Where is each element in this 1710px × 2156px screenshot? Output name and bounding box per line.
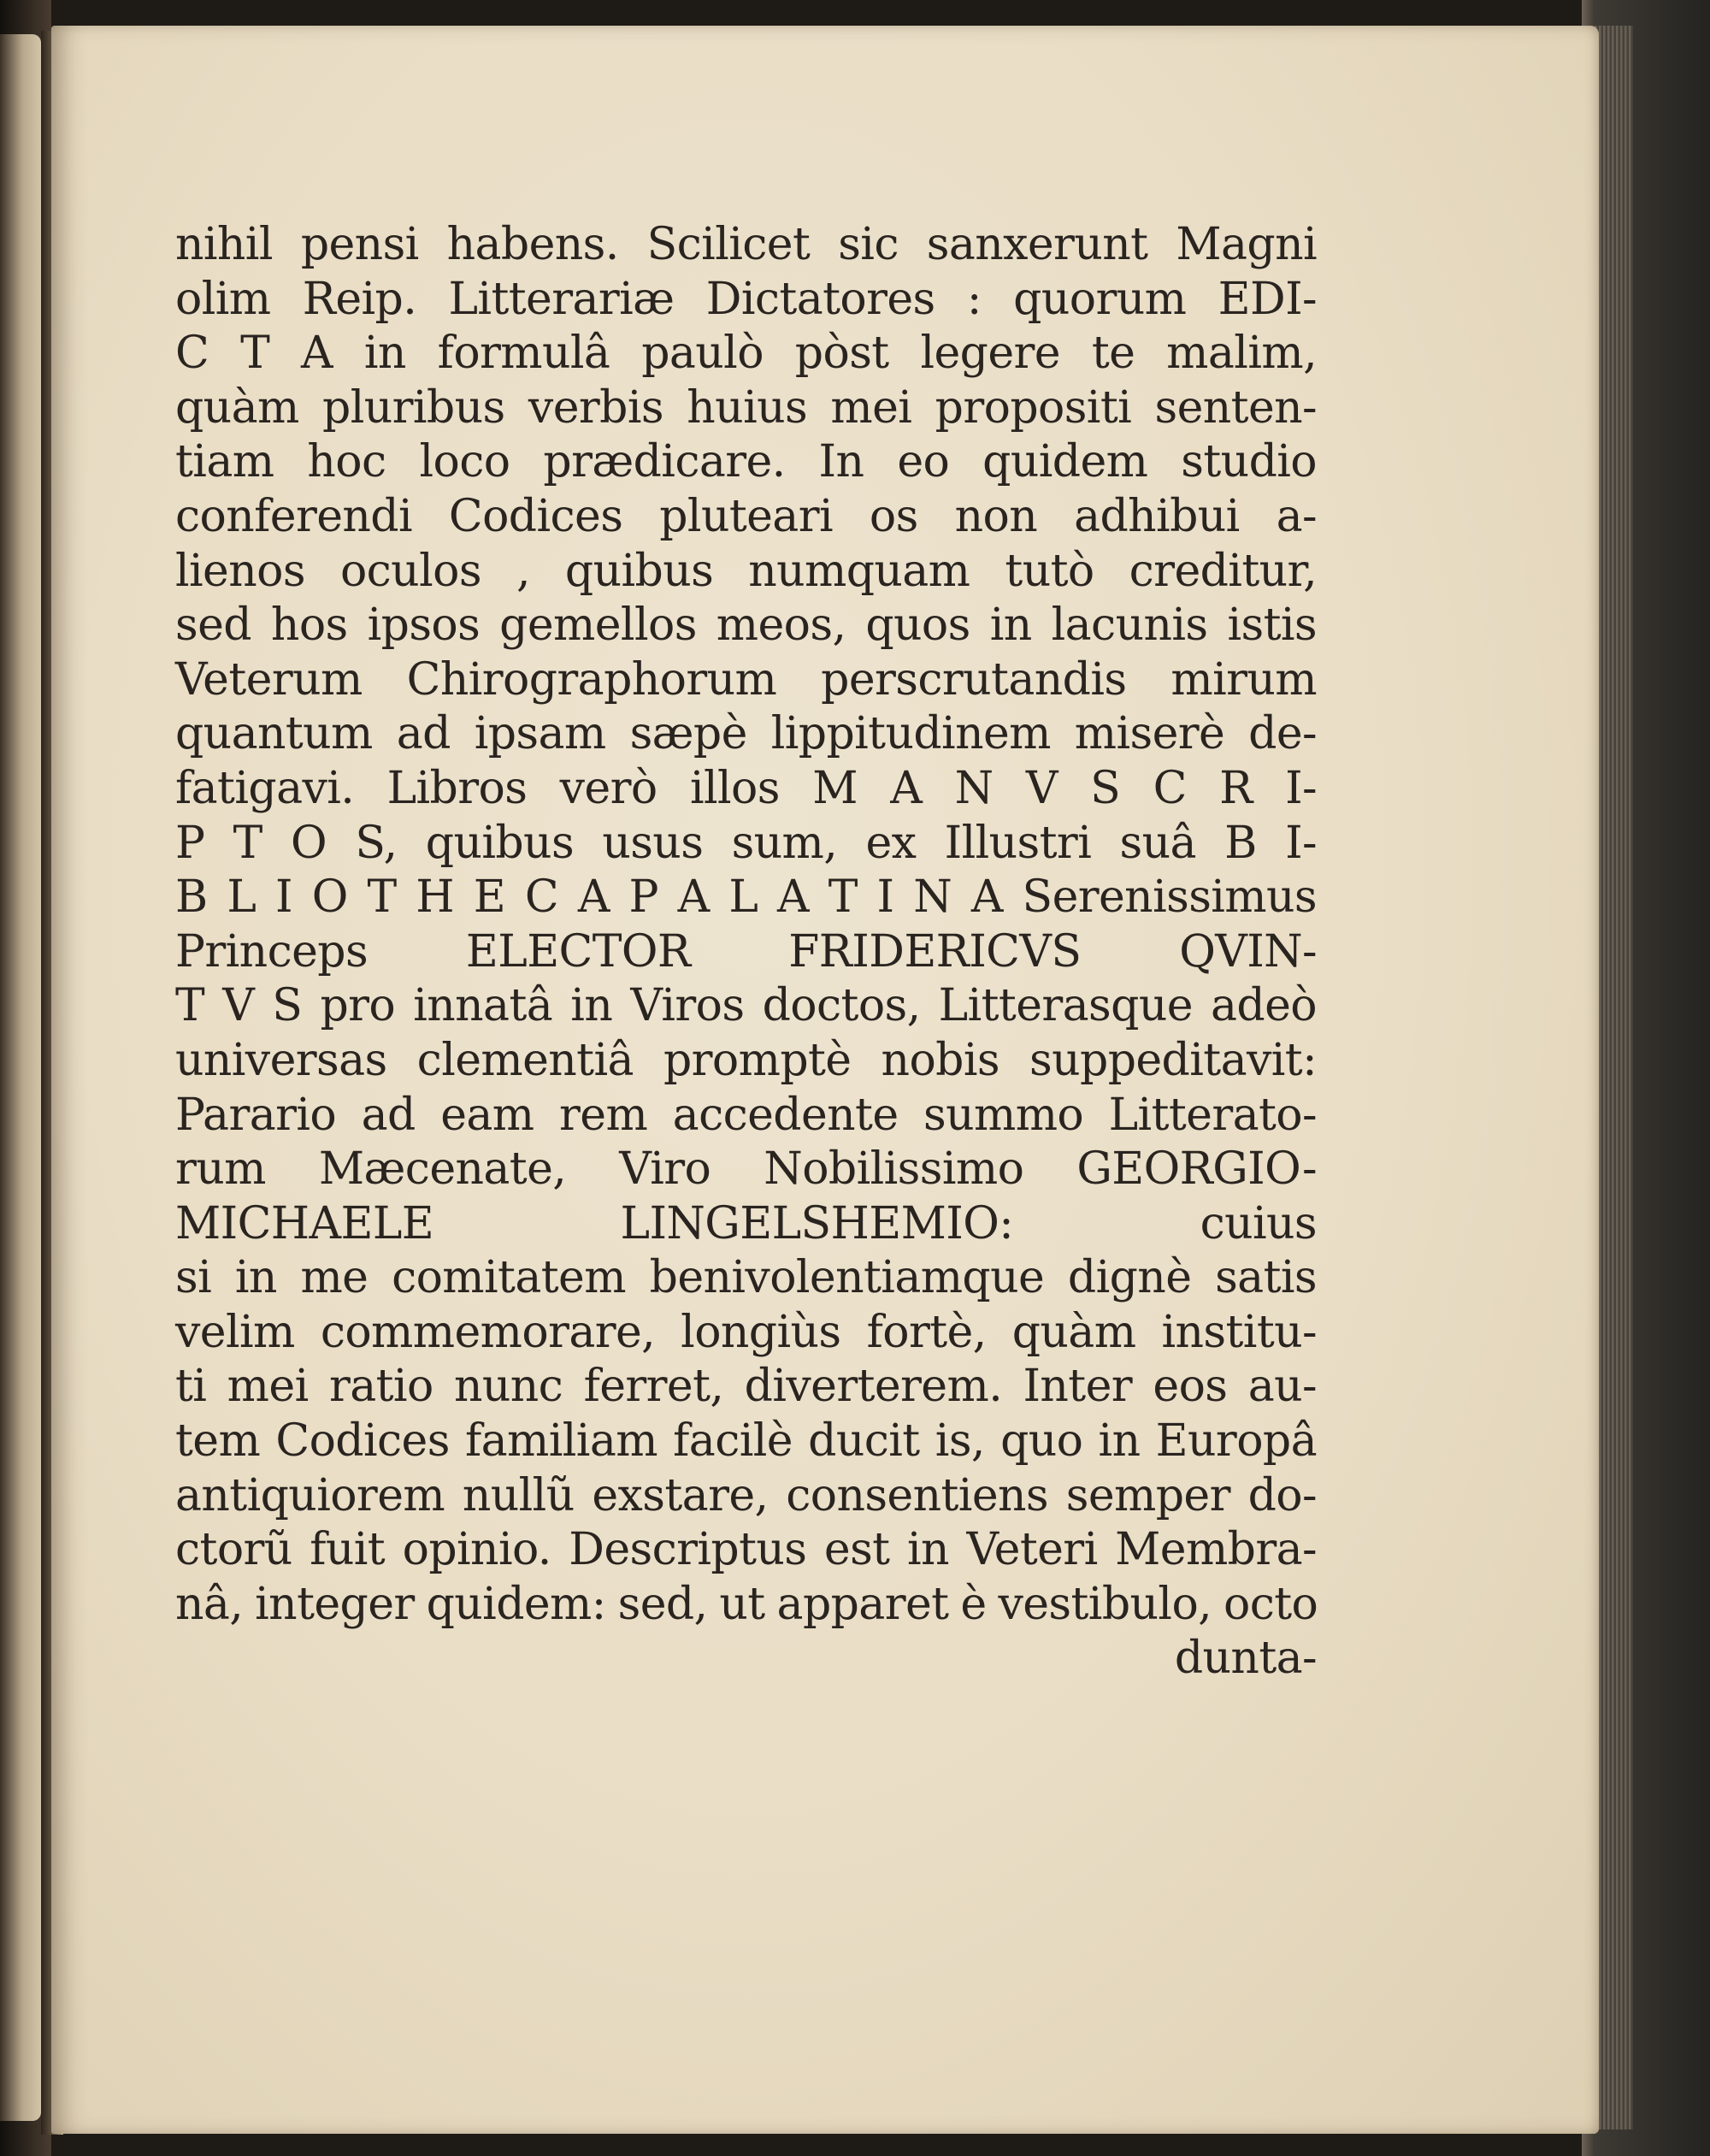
text-line: conferendi Codices pluteari os non adhibui a- xyxy=(175,490,1317,542)
text-line: quàm pluribus verbis huius mei propositi senten- xyxy=(175,381,1317,434)
text-line: nâ, integer quidem: sed, ut apparet è vestibulo, octo xyxy=(175,1578,1318,1630)
text-line: universas clementiâ promptè nobis suppeditavit: xyxy=(175,1034,1317,1086)
text-line: tem Codices familiam facilè ducit is, quo in Europâ xyxy=(175,1415,1317,1468)
text-line: olim Reip. Litterariæ Dictatores : quorum EDI- xyxy=(175,273,1317,325)
text-line: Veterum Chirographorum perscrutandis mirum xyxy=(175,653,1317,706)
text-line: sed hos ipsos gemellos meos, quos in lacunis istis xyxy=(175,600,1317,652)
text-line: velim commemorare, longiùs fortè, quàm institu- xyxy=(175,1306,1317,1358)
previous-page-edge xyxy=(0,34,41,2121)
body-text xyxy=(175,218,1317,1686)
text-line: B L I O T H E C A P A L A T I N A Serenissimus xyxy=(175,871,1317,924)
text-line: P T O S, quibus usus sum, ex Illustri suâ B I- xyxy=(175,817,1317,869)
page-stack-edge xyxy=(1582,0,1710,2156)
text-line: antiquiorem nullũ exstare, consentiens semper do- xyxy=(175,1469,1317,1521)
book-page xyxy=(51,26,1599,2134)
text-line: lienos oculos , quibus numquam tutò creditur, xyxy=(175,545,1317,597)
text-line: rum Mæcenate, Viro Nobilissimo GEORGIO- xyxy=(175,1143,1317,1196)
text-line: ctorũ fuit opinio. Descriptus est in Veteri Membra- xyxy=(175,1524,1317,1576)
text-line: tiam hoc loco prædicare. In eo quidem studio xyxy=(175,436,1317,488)
text-line: T V S pro innatâ in Viros doctos, Litterasque adeò xyxy=(175,980,1317,1032)
text-line: fatigavi. Libros verò illos M A N V S C R I- xyxy=(175,762,1317,814)
text-line: ti mei ratio nunc ferret, diverterem. Inter eos au- xyxy=(175,1361,1317,1413)
text-line: nihil pensi habens. Scilicet sic sanxerunt Magni xyxy=(175,219,1317,270)
text-line: C T A in formulâ paulò pòst legere te malim, xyxy=(175,328,1317,380)
text-line: si in me comitatem benivolentiamque dignè satis xyxy=(175,1252,1317,1304)
text-line: MICHAELE LINGELSHEMIO: cuius xyxy=(175,1197,1317,1249)
text-line: Princeps ELECTOR FRIDERICVS QVIN- xyxy=(175,925,1317,978)
text-line: Parario ad eam rem accedente summo Litterato- xyxy=(175,1089,1317,1141)
text-line: quantum ad ipsam sæpè lippitudinem miserè de- xyxy=(175,708,1317,760)
catchword: dunta- xyxy=(1174,1633,1317,1685)
